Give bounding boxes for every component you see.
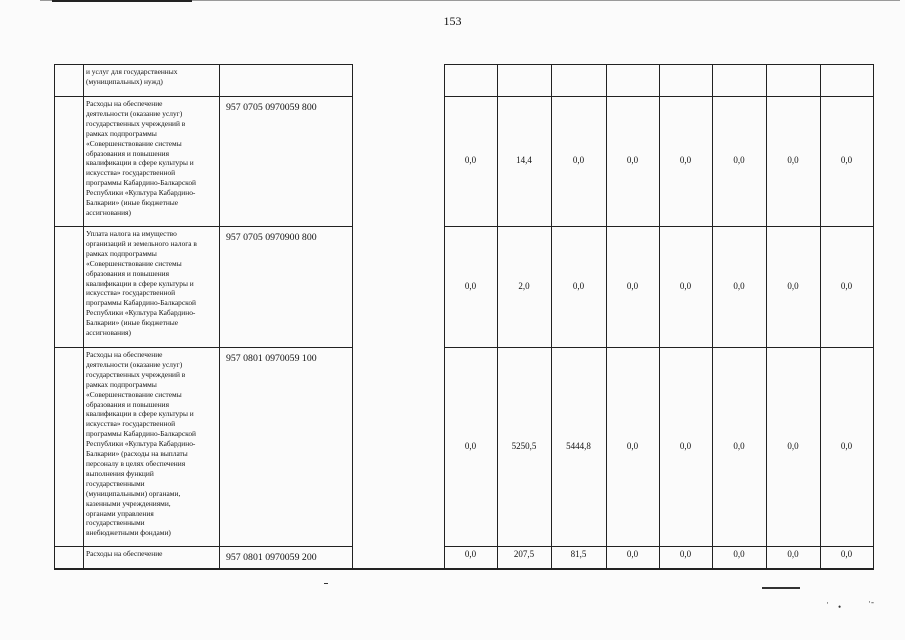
scan-speck: ·- bbox=[868, 597, 874, 607]
table-hline bbox=[54, 347, 352, 348]
value-cell: 0,0 bbox=[840, 155, 853, 165]
value-cell: 0,0 bbox=[733, 155, 745, 165]
value-cell: 0,0 bbox=[679, 280, 692, 291]
table-hline bbox=[444, 96, 873, 97]
table-vline bbox=[352, 64, 353, 570]
value-cell: 207,5 bbox=[513, 549, 535, 559]
budget-code: 957 0801 0970059 200 bbox=[226, 552, 317, 563]
row-description: Уплата налога на имущество организаций и земельного налога в рамках подпрограммы «Совершенствование системы образования и повышения квалификации в сфере культуры и искусства» государственной программы Кабардино-Балкарской Республики «Культура Кабардино- Балкарии» (иные бюджетные ассигнования) bbox=[86, 229, 197, 338]
table-hline bbox=[54, 64, 352, 65]
budget-table bbox=[54, 64, 873, 570]
value-cell: 0,0 bbox=[787, 549, 799, 559]
value-cell: 0,0 bbox=[733, 440, 745, 451]
value-cell: 0,0 bbox=[733, 280, 745, 291]
value-cell: 0,0 bbox=[679, 440, 692, 451]
value-cell: 0,0 bbox=[464, 440, 477, 451]
value-cell: 0,0 bbox=[464, 155, 477, 165]
page-number: 153 bbox=[443, 14, 462, 28]
row-description: Расходы на обеспечение bbox=[86, 549, 163, 558]
scan-dash bbox=[762, 587, 800, 589]
table-vline bbox=[219, 64, 220, 570]
budget-code: 957 0705 0970900 800 bbox=[226, 232, 317, 243]
value-cell: 0,0 bbox=[840, 280, 853, 291]
budget-code: 957 0801 0970059 100 bbox=[226, 353, 317, 364]
table-vline bbox=[551, 64, 552, 570]
value-cell: 0,0 bbox=[464, 549, 477, 559]
table-vline bbox=[659, 64, 660, 570]
table-hline bbox=[444, 64, 873, 65]
row-description: Расходы на обеспечение деятельности (оказание услуг) государственных учреждений в рамках подпрограммы «Совершенствование системы образования и повышения квалификации в сфере культуры и искусства» государственной программы Кабардино-Балкарской Республики «Культура Кабардино- Балкарии» (иные бюджетные ассигнования) bbox=[86, 99, 196, 217]
table-hline bbox=[54, 226, 352, 227]
table-vline bbox=[820, 64, 821, 570]
value-cell: 5250,5 bbox=[511, 440, 537, 451]
value-cell: 81,5 bbox=[570, 549, 587, 559]
value-cell: 0,0 bbox=[679, 155, 692, 165]
value-cell: 0,0 bbox=[626, 155, 639, 165]
value-cell: 0,0 bbox=[464, 280, 477, 291]
table-hline bbox=[54, 546, 352, 547]
table-vline bbox=[83, 64, 84, 570]
table-hline bbox=[444, 226, 873, 227]
value-cell: 0,0 bbox=[572, 155, 585, 165]
value-cell: 2,0 bbox=[518, 280, 530, 291]
table-vline bbox=[712, 64, 713, 570]
scan-speck: • bbox=[838, 602, 842, 612]
value-cell: 0,0 bbox=[840, 440, 853, 451]
row-description: и услуг для государственных (муниципальных) нужд) bbox=[86, 67, 178, 86]
value-cell: 5444,8 bbox=[566, 440, 591, 451]
table-vline bbox=[444, 64, 445, 570]
value-cell: 0,0 bbox=[787, 280, 799, 291]
value-cell: 0,0 bbox=[733, 549, 745, 559]
table-hline bbox=[54, 568, 873, 570]
scan-speck: · bbox=[826, 598, 829, 608]
budget-code: 957 0705 0970059 800 bbox=[226, 102, 317, 113]
table-vline bbox=[766, 64, 767, 570]
row-description: Расходы на обеспечение деятельности (оказание услуг) государственных учреждений в рамках подпрограммы «Совершенствование системы образования и повышения квалификации в сфере культуры и искусства» государственной программы Кабардино-Балкарской Республики «Культура Кабардино- Балкарии» (расходы на выплаты персоналу в целях обеспечения выполнения функций государственными (муниципальными) органами, казенными учреждениями, органами управления государственными внебюджетными фондами) bbox=[86, 350, 196, 538]
value-cell: 0,0 bbox=[787, 440, 799, 451]
value-cell: 0,0 bbox=[679, 549, 692, 559]
table-vline bbox=[54, 64, 55, 570]
value-cell: 0,0 bbox=[626, 280, 639, 291]
table-hline bbox=[444, 546, 873, 547]
value-cell: 0,0 bbox=[787, 155, 799, 165]
table-hline bbox=[444, 347, 873, 348]
value-cell: 0,0 bbox=[626, 549, 639, 559]
table-vline bbox=[497, 64, 498, 570]
value-cell: 0,0 bbox=[572, 280, 585, 291]
table-vline bbox=[606, 64, 607, 570]
scan-dash bbox=[324, 583, 328, 584]
value-cell: 14,4 bbox=[516, 155, 532, 165]
table-vline bbox=[873, 64, 874, 570]
value-cell: 0,0 bbox=[840, 549, 853, 559]
value-cell: 0,0 bbox=[626, 440, 639, 451]
table-hline bbox=[54, 96, 352, 97]
scan-top-mark bbox=[52, 0, 192, 2]
